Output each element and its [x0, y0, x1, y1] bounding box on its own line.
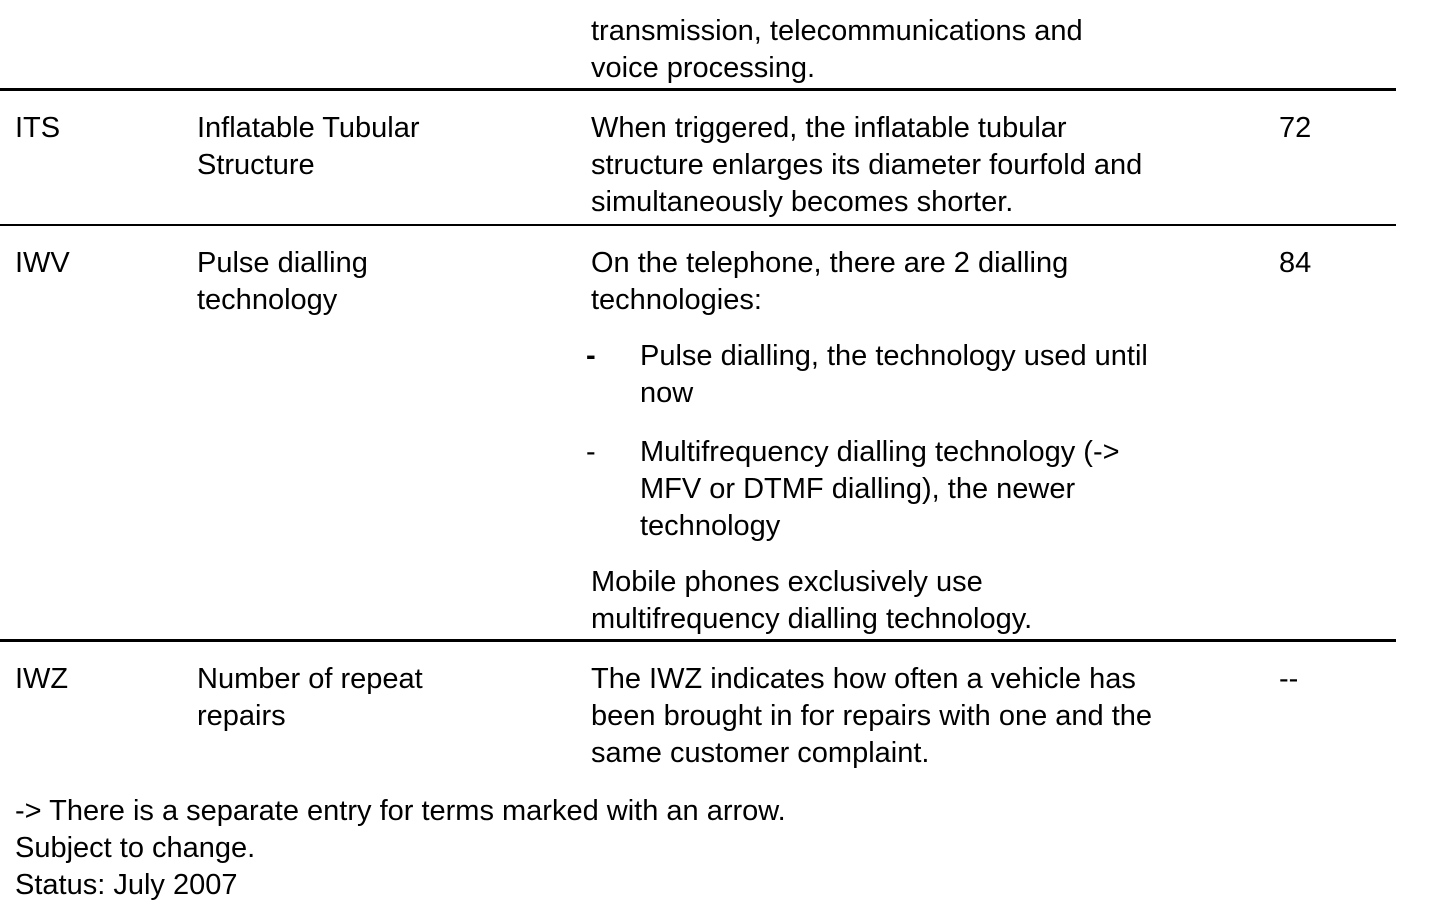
bullet-line: MFV or DTMF dialling), the newer: [640, 473, 1076, 505]
term-line: repairs: [197, 700, 286, 732]
footer-status: Status: July 2007: [15, 869, 238, 901]
description-line: been brought in for repairs with one and the: [591, 700, 1153, 732]
row-continuation-description: [591, 13, 1083, 87]
row-divider: [0, 224, 1396, 226]
description-line: Mobile phones exclusively use: [591, 566, 983, 598]
term-line: Structure: [197, 149, 315, 181]
bullet-line: Multifrequency dialling technology (->: [640, 436, 1120, 468]
row-divider: [0, 88, 1396, 91]
footer: [15, 793, 786, 904]
bullet-marker: -: [586, 436, 596, 468]
description-iwz: [591, 661, 1152, 772]
description-line: structure enlarges its diameter fourfold and: [591, 149, 1143, 181]
page-ref-iwv: 84: [1279, 247, 1312, 279]
description-iwv-mobile: [591, 564, 1032, 638]
term-iwv: [197, 245, 368, 319]
abbr-iwv: IWV: [15, 247, 70, 279]
abbr-its: ITS: [15, 112, 61, 144]
term-line: Pulse dialling: [197, 247, 368, 279]
description-line: voice processing.: [591, 52, 816, 84]
row-divider: [0, 639, 1396, 642]
bullet-item-pulse: [640, 338, 1148, 412]
description-line: technologies:: [591, 284, 762, 316]
description-line: On the telephone, there are 2 dialling: [591, 247, 1069, 279]
footer-subject-to-change: Subject to change.: [15, 832, 256, 864]
bullet-marker: -: [586, 340, 596, 372]
term-line: technology: [197, 284, 338, 316]
description-line: transmission, telecommunications and: [591, 15, 1083, 47]
description-line: simultaneously becomes shorter.: [591, 186, 1014, 218]
bullet-line: technology: [640, 510, 781, 542]
bullet-item-multifrequency: [640, 434, 1120, 545]
term-line: Number of repeat: [197, 663, 423, 695]
page-ref-its: 72: [1279, 112, 1312, 144]
description-iwv-intro: [591, 245, 1068, 319]
page-ref-iwz: --: [1279, 663, 1299, 695]
bullet-line: now: [640, 377, 694, 409]
description-line: The IWZ indicates how often a vehicle has: [591, 663, 1136, 695]
footer-arrow-note: -> There is a separate entry for terms marked with an arrow.: [15, 795, 786, 827]
description-line: multifrequency dialling technology.: [591, 603, 1033, 635]
term-iwz: [197, 661, 423, 735]
description-its: [591, 110, 1142, 221]
bullet-line: Pulse dialling, the technology used until: [640, 340, 1148, 372]
term-its: [197, 110, 419, 184]
description-line: same customer complaint.: [591, 737, 930, 769]
abbr-iwz: IWZ: [15, 663, 69, 695]
description-line: When triggered, the inflatable tubular: [591, 112, 1067, 144]
term-line: Inflatable Tubular: [197, 112, 420, 144]
